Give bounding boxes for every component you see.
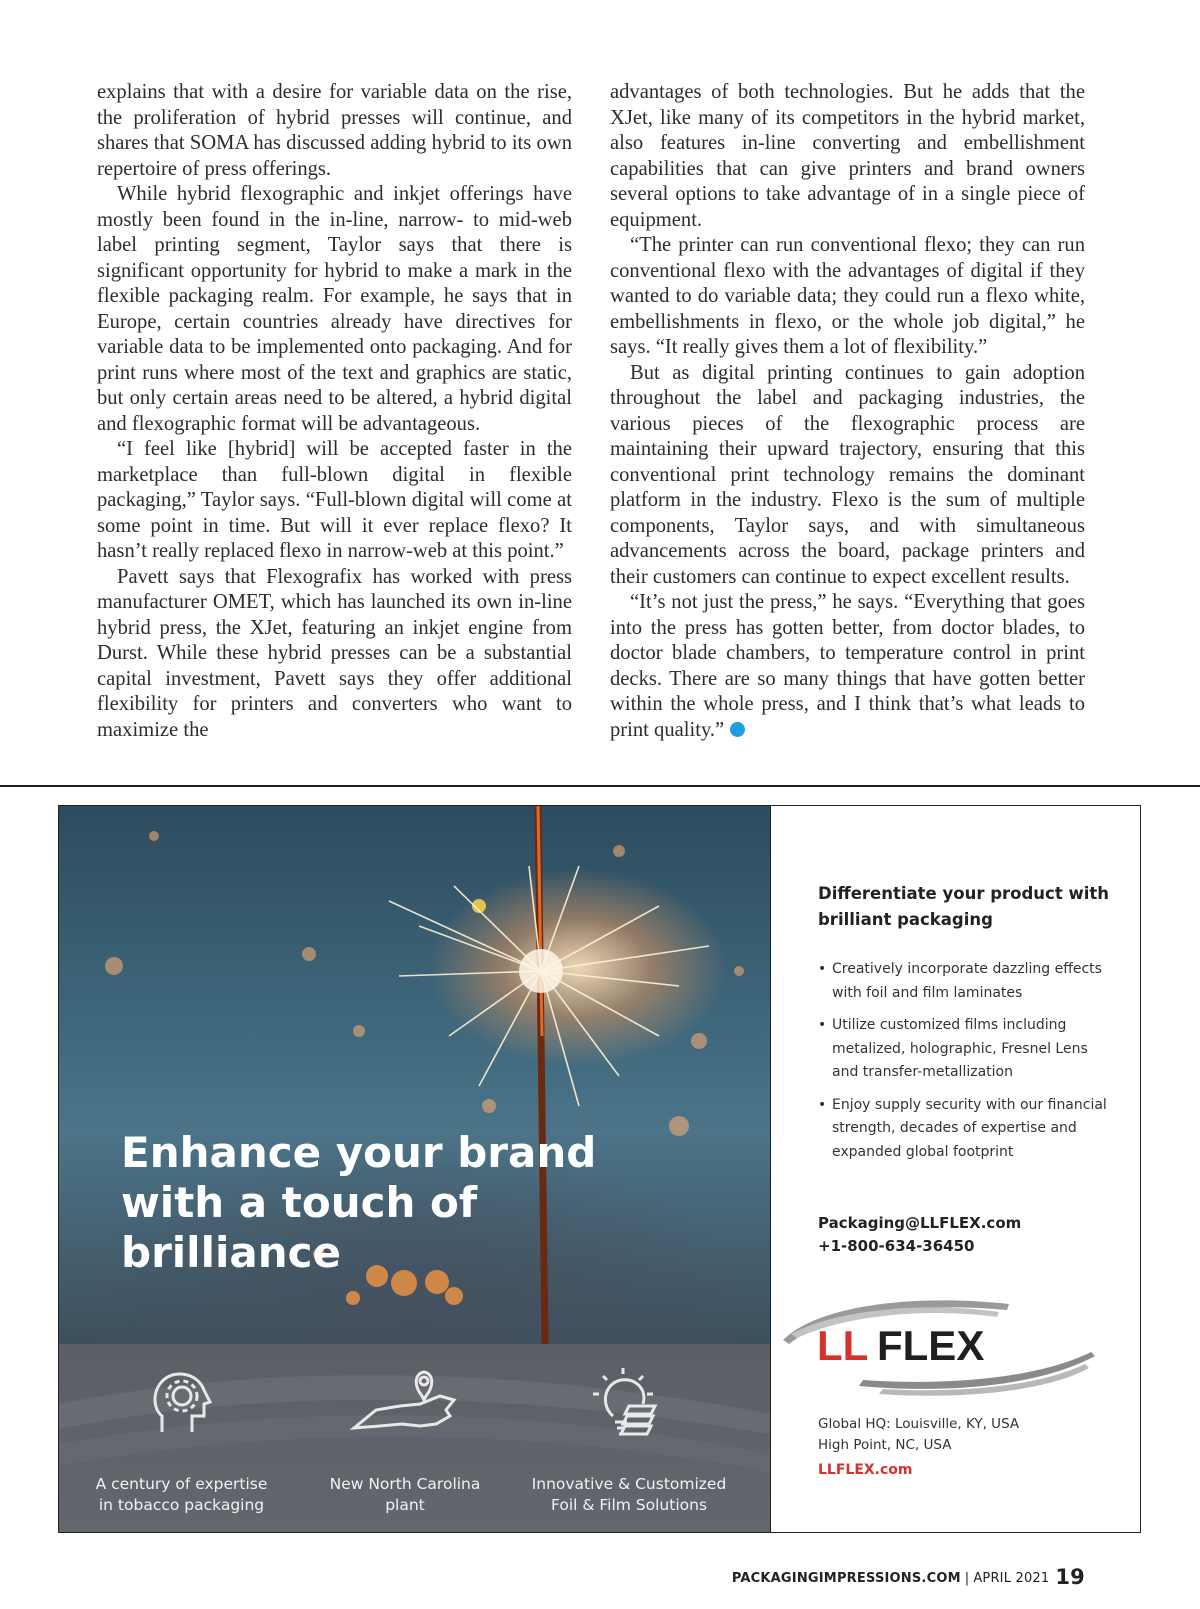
ad-locations <box>818 1414 1019 1481</box>
ad-bullet-list <box>818 958 1118 1173</box>
contact-email[interactable]: Packaging@LLFLEX.com <box>818 1214 1022 1232</box>
list-item: • Utilize customized films including metalized, holographic, Fresnel Lens and transfer-metallization <box>818 1014 1118 1085</box>
ad-info-panel <box>770 806 1140 1532</box>
section-divider <box>0 785 1200 787</box>
paragraph-last <box>610 590 1085 743</box>
footer-site[interactable]: PACKAGINGIMPRESSIONS.COM <box>731 1571 961 1586</box>
footer-separator: | <box>964 1571 970 1586</box>
footer-issue: APRIL 2021 <box>973 1571 1050 1586</box>
contact-phone[interactable]: +1-800-634-36450 <box>818 1237 975 1255</box>
paragraph: explains that with a desire for variable data on the rise, the proliferation of hybrid presses will continue, and shares that SOMA has discussed adding hybrid to its own repertoire of press offerings. <box>97 81 572 180</box>
gear-head-icon <box>144 1366 220 1447</box>
logo-text-ll: LL <box>817 1322 869 1369</box>
feature-label: A century of expertise in tobacco packaging <box>95 1475 268 1514</box>
list-item: • Enjoy supply security with our financial strength, decades of expertise and expanded global footprint <box>818 1094 1118 1165</box>
feature-innovation <box>519 1344 739 1532</box>
ad-contact <box>818 1212 1021 1258</box>
paragraph: While hybrid flexographic and inkjet offerings have mostly been found in the in-line, narrow- to mid-web label printing segment, Taylor says that there is significant opportunity for hybrid to make a mark in the flexible packaging realm. For example, he says that in Europe, certain countries already have directives for variable data to be implemented onto packaging. And for print runs where most of the text and graphics are static, but only certain areas need to be altered, a hybrid digital and flexographic format will be advantageous. <box>97 183 572 435</box>
paragraph: “The printer can run conventional flexo; they can run conventional flexo with the advantages of digital if they wanted to do variable data; they could run a flexo white, embellishments in flexo, or the whole job digital,” he says. “It really gives them a lot of flexibility.” <box>610 234 1085 358</box>
feature-expertise <box>89 1344 274 1532</box>
llflex-advertisement[interactable] <box>58 805 1141 1533</box>
paragraph: But as digital printing continues to gain adoption throughout the label and packaging industries, the various pieces of the flexographic process are maintaining their upward trajectory, ensuring that this conventional print technology remains the dominant platform in the industry. Flexo is the sum of multiple components, Taylor says, and with simultaneous advancements across the board, package printers and their customers can continue to expect excellent results. <box>610 361 1085 588</box>
paragraph: “I feel like [hybrid] will be accepted faster in the marketplace than full-blown digital in flexible packaging,” Taylor says. “Full-blown digital will come at some point in time. But will it ever replace flexo? It hasn’t really replaced flexo in narrow-web at this point.” <box>97 438 572 562</box>
article-column-right <box>610 80 1085 743</box>
llflex-logo-mark <box>779 1294 1099 1404</box>
feature-label: New North Carolina plant <box>329 1475 481 1514</box>
list-item: • Creatively incorporate dazzling effects with foil and film laminates <box>818 958 1118 1005</box>
llflex-logo <box>779 1294 1099 1409</box>
sparkler-photo <box>59 806 770 1344</box>
feature-label: Innovative & Customized Foil & Film Solutions <box>531 1475 727 1514</box>
logo-text-flex: FLEX <box>877 1322 985 1369</box>
page-number: 19 <box>1055 1565 1085 1589</box>
paragraph: advantages of both technologies. But he adds that the XJet, like many of its competitors in the hybrid market, also features in-line converting and embellishment capabilities that can give printers and brand owners several options to take advantage of in a single piece of equipment. <box>610 81 1085 231</box>
ad-headline: Enhance your brand with a touch of brilliance <box>121 1128 597 1277</box>
end-of-article-dot-icon <box>730 722 745 737</box>
website-link[interactable]: LLFLEX.com <box>818 1462 913 1478</box>
paragraph-text: “It’s not just the press,” he says. “Everything that goes into the press has gotten better, from doctor blades, to doctor blade chambers, to temperature control in print decks. There are so many things that have gotten better within the whole press, and I think that’s what leads to print quality.” <box>610 591 1085 741</box>
plant-location: High Point, NC, USA <box>818 1437 952 1453</box>
lightbulb-layers-icon <box>589 1366 669 1451</box>
feature-nc-plant <box>315 1344 495 1532</box>
article-column-left <box>97 80 572 743</box>
hq-location: Global HQ: Louisville, KY, USA <box>818 1416 1020 1432</box>
feature-band <box>59 1344 770 1532</box>
paragraph: Pavett says that Flexografix has worked with press manufacturer OMET, which has launched its own in-line hybrid press, the XJet, featuring an inkjet engine from Durst. While these hybrid presses can be a substantial capital investment, Pavett says they offer additional flexibility for printers and converters who want to maximize the <box>97 565 572 741</box>
page-footer <box>732 1565 1085 1589</box>
north-carolina-map-pin-icon <box>350 1366 460 1447</box>
ad-tagline: Differentiate your product with brilliant packaging <box>818 884 1109 929</box>
